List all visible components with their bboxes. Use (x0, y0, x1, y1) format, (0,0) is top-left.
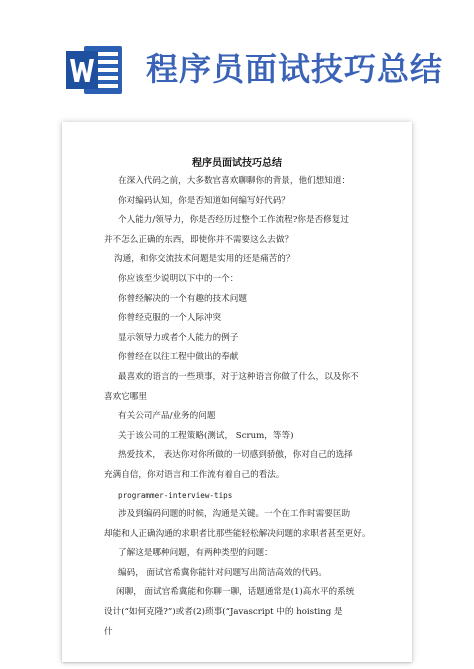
document-line: 并不怎么正确的东西，即使你并不需要这么去做？ (104, 234, 294, 245)
word-icon (66, 44, 124, 96)
document-line: 喜欢它哪里 (104, 391, 147, 402)
document-line: 在深入代码之前，大多数官喜欢聊聊你的背景，他们想知道： (118, 176, 351, 186)
banner-title: 程序员面试技巧总结 (146, 50, 444, 88)
document-banner (0, 0, 474, 118)
document-line: 你对编码认知，你是否知道如何编写好代码？ (118, 195, 290, 206)
document-line: 你曾经解决的一个有趣的技术问题 (118, 293, 247, 304)
document-line: 充满自信，你对语言和工作流有着自己的看法。 (104, 469, 285, 480)
document-title: 程序员面试技巧总结 (192, 158, 282, 169)
document-line: 有关公司产品/业务的问题 (118, 411, 216, 422)
document-line: 显示领导力或者个人能力的例子 (118, 332, 239, 343)
document-line: 却能和人正确沟通的求职者比那些能轻松解决问题的求职者甚至更好。 (104, 528, 371, 539)
document-line: 个人能力/领导力，你是否经历过整个工作流程?你是否修复过 (118, 215, 349, 226)
document-line: 你应该至少说明以下中的一个： (118, 273, 239, 284)
document-line: 关于该公司的工程策略(测试， Scrum，等等) (118, 430, 294, 441)
document-line: 沟通，和你交流技术问题是实用的还是痛苦的？ (114, 254, 295, 265)
document-line: 闲聊， 面试官希冀能和你聊一聊，话题通常是(1)高水平的系统 (116, 587, 355, 598)
document-line: 最喜欢的语言的一些琐事，对于这种语言你做了什么，以及你不 (118, 371, 359, 382)
document-line: programmer-interview-tips (118, 490, 233, 500)
document-line: 你曾经在以往工程中做出的奉献 (118, 352, 239, 363)
document-line: 涉及到编码问题的时候，沟通是关键。一个在工作时需要匡助 (118, 509, 351, 520)
document-line: 了解这是哪种问题，有两种类型的问题： (118, 548, 273, 559)
document-body (104, 172, 371, 642)
document-line: 你曾经克服的一个人际冲突 (118, 313, 222, 324)
document-page (62, 122, 412, 662)
document-line: 什 (104, 626, 113, 637)
document-line: 热爱技术， 表达你对你所做的一切感到骄傲，你对自己的选择 (118, 450, 353, 461)
document-line: 编码， 面试官希冀你能针对问题写出简洁高效的代码。 (118, 567, 327, 578)
document-line: 设计(“如何克隆?”)或者(2)琐事(“Javascript 中的 hoisting 是 (104, 607, 343, 618)
